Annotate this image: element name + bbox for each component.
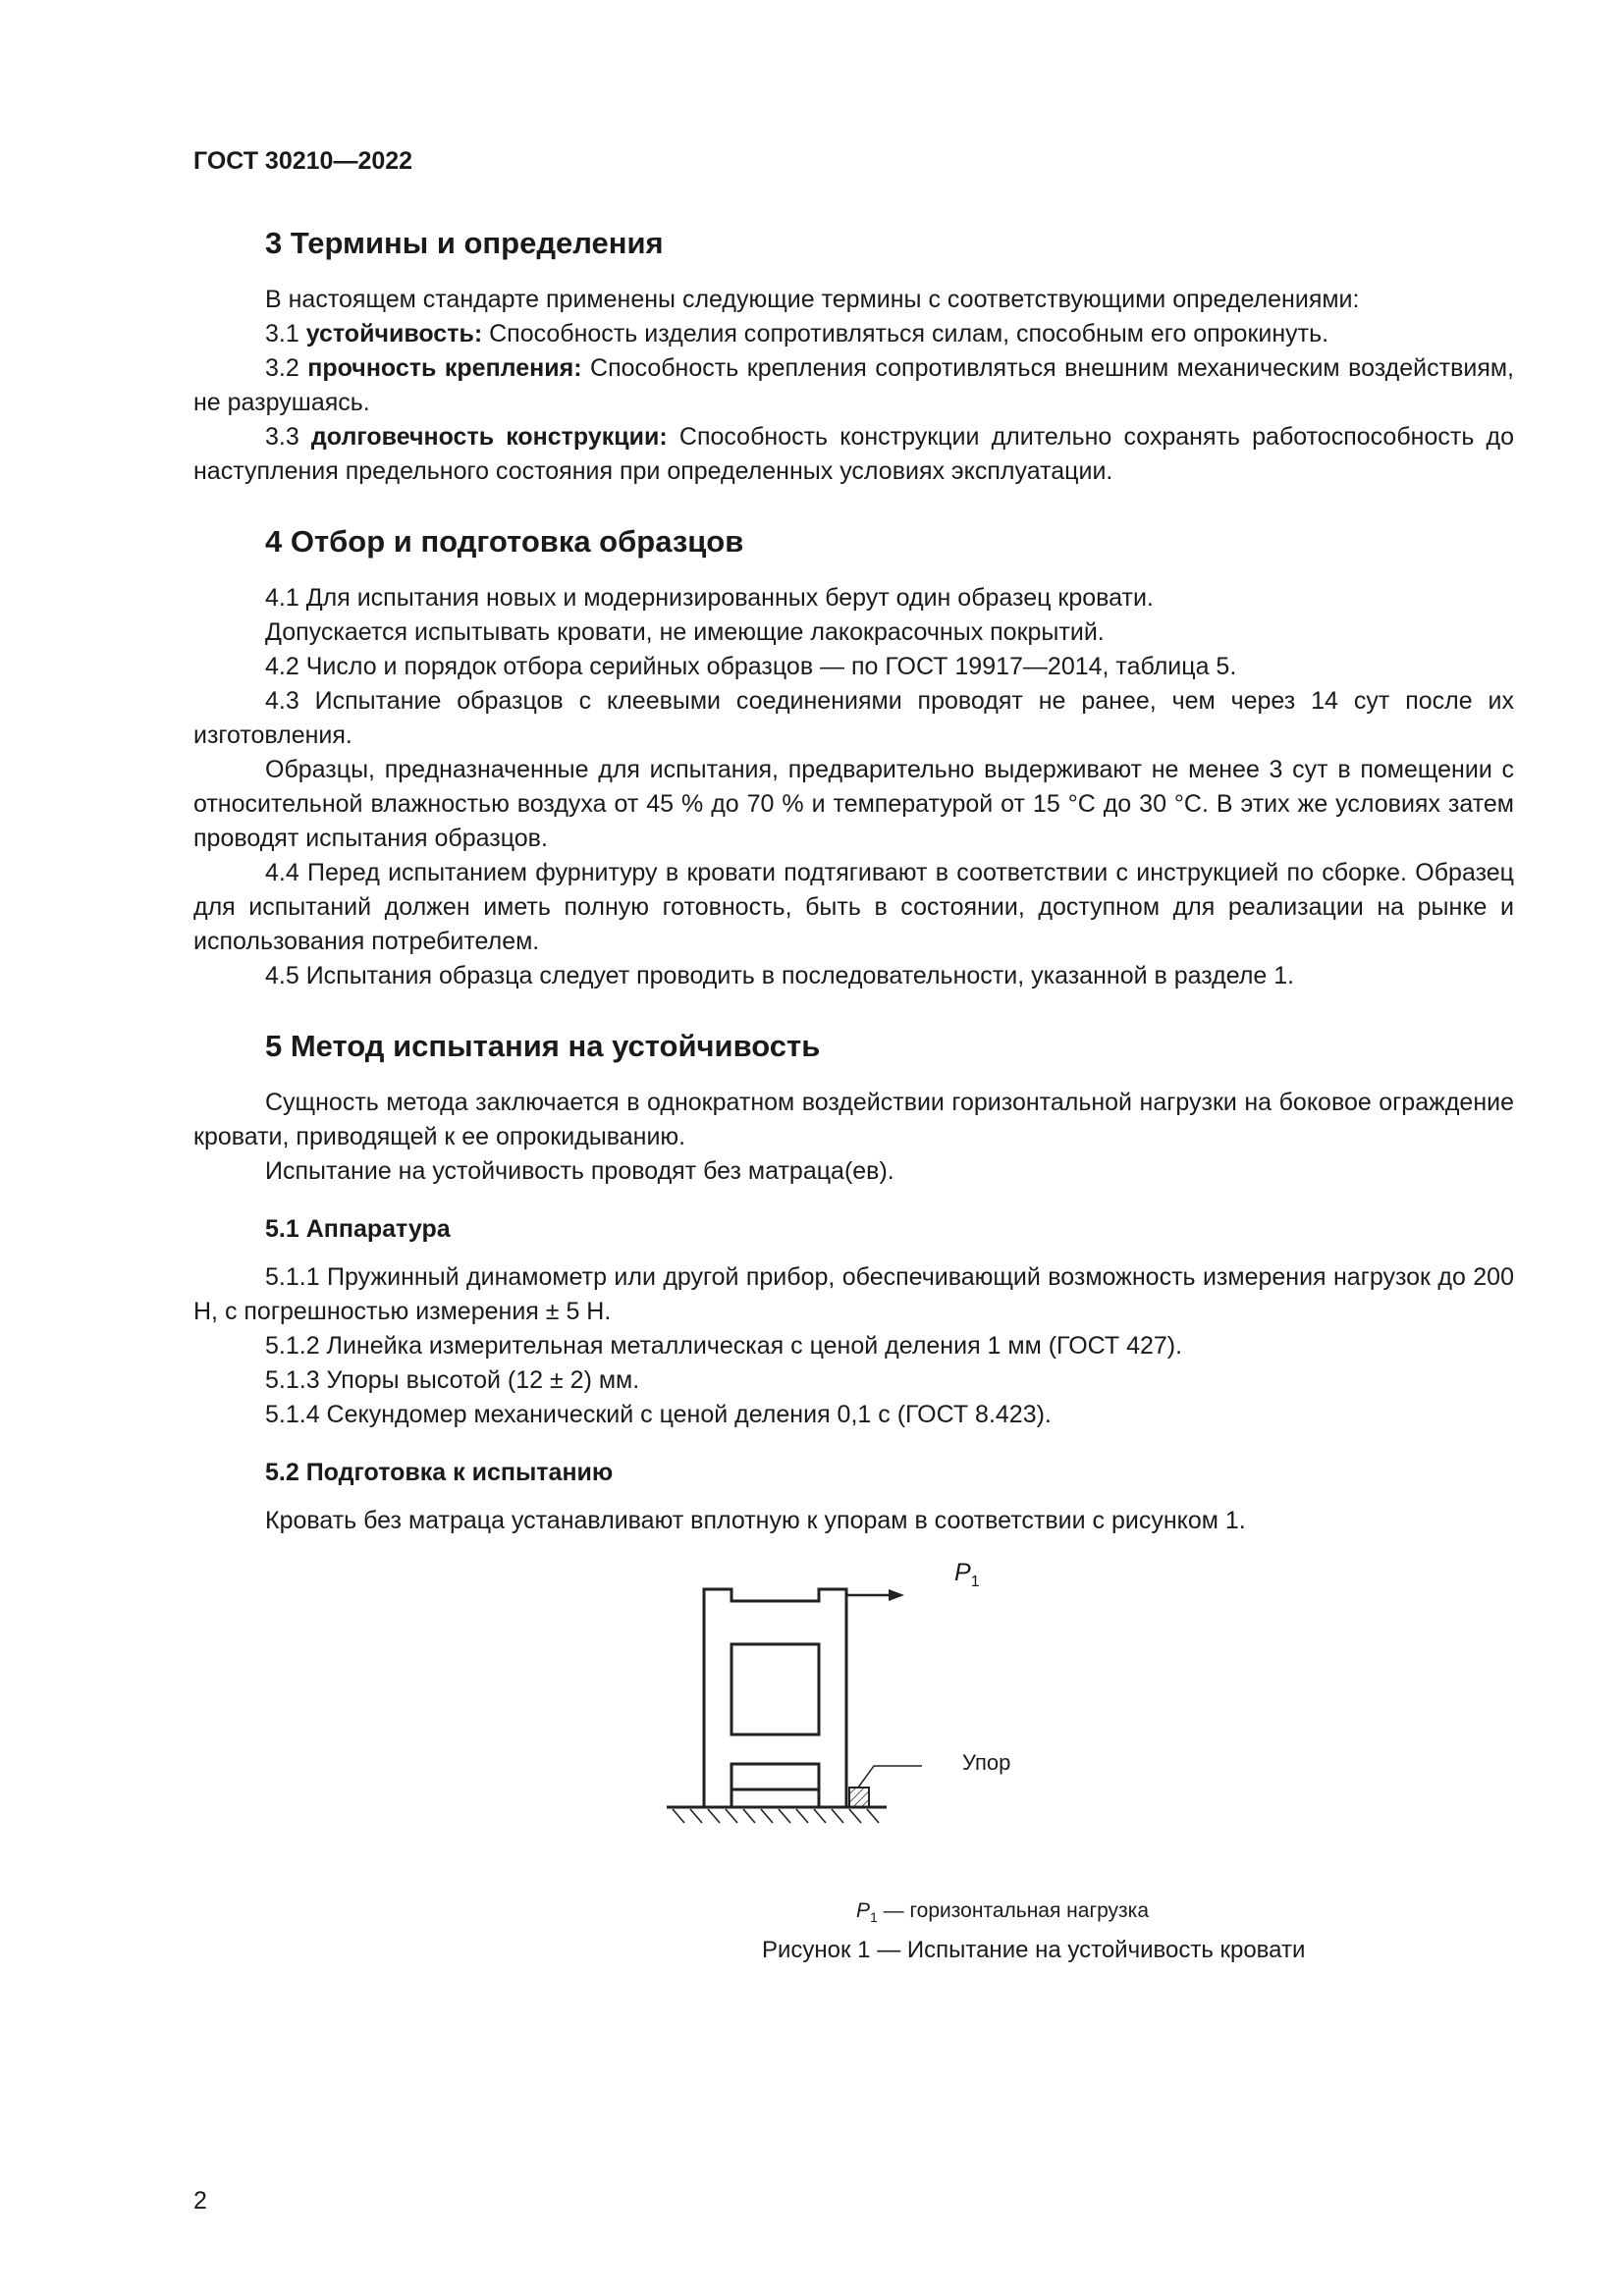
term-3-2	[193, 351, 1514, 420]
paragraph: 4.1 Для испытания новых и модернизированных берут один образец кровати.	[265, 584, 1154, 612]
term-definition: Способность изделия сопротивляться силам, способным его опрокинуть.	[482, 320, 1329, 347]
term-3-1	[193, 317, 1514, 351]
paragraph: Образцы, предназначенные для испытания, предварительно выдерживают не менее 3 сут в помещении с относительной влажностью воздуха от 45 % до 70 % и температурой от 15 °С до 30 °С. В этих же условиях затем проводят испытания образцов.	[193, 756, 1514, 852]
term-definition: Способность крепления сопротивляться внешним механическим воздействиям, не разрушаясь.	[193, 354, 1514, 416]
figure-1	[665, 1559, 1306, 1963]
bed-side-panel	[731, 1644, 819, 1735]
force-arrow-head	[889, 1589, 904, 1601]
figure-caption: Рисунок 1 — Испытание на устойчивость кровати	[762, 1937, 1306, 1963]
term-name: устойчивость:	[305, 320, 483, 347]
paragraph: 4.3 Испытание образцов с клеевыми соединениями проводят не ранее, чем через 14 сут после их изготовления.	[193, 687, 1514, 749]
floor-hatching	[673, 1809, 879, 1823]
paragraph: 4.5 Испытания образца следует проводить в последовательности, указанной в разделе 1.	[265, 962, 1295, 989]
term-number: 3.3	[265, 423, 311, 451]
paragraph: Допускается испытывать кровати, не имеющие лакокрасочных покрытий.	[265, 618, 1105, 646]
figure-legend: $P_1$ — горизонтальная нагрузка	[856, 1899, 1150, 1926]
term-number: 3.2	[265, 354, 308, 382]
paragraph: Испытание на устойчивость проводят без матраца(ев).	[265, 1157, 894, 1185]
bed-lower-rail	[731, 1764, 819, 1789]
stop-leader-line	[858, 1766, 922, 1788]
section-4-title: 4 Отбор и подготовка образцов	[265, 524, 744, 559]
stop-label: Упор	[962, 1750, 1011, 1775]
bed-stability-diagram	[665, 1562, 1215, 1876]
term-name: прочность крепления:	[307, 354, 582, 382]
page-content	[193, 224, 1514, 1963]
paragraph: 5.1.4 Секундомер механический с ценой деления 0,1 с (ГОСТ 8.423).	[265, 1401, 1052, 1428]
stop-block	[849, 1788, 869, 1807]
page-number: 2	[193, 2187, 207, 2215]
standard-designation: ГОСТ 30210—2022	[193, 147, 413, 175]
paragraph: 4.2 Число и порядок отбора серийных образцов — по ГОСТ 19917—2014, таблица 5.	[265, 653, 1237, 680]
paragraph: 5.1.2 Линейка измерительная металлическая с ценой деления 1 мм (ГОСТ 427).	[265, 1332, 1183, 1360]
paragraph: 5.1.1 Пружинный динамометр или другой прибор, обеспечивающий возможность измерения нагрузок до 200 Н, с погрешностью измерения ± 5 Н.	[193, 1263, 1514, 1325]
paragraph: Кровать без матраца устанавливают вплотную к упорам в соответствии с рисунком 1.	[265, 1507, 1246, 1534]
force-label: $P_1$	[954, 1559, 980, 1590]
term-number: 3.1	[265, 320, 306, 347]
term-definition: Способность конструкции длительно сохранять работоспособность до наступления предельного состояния при определенных условиях эксплуатации.	[193, 423, 1514, 485]
subsection-5-1-title: 5.1 Аппаратура	[265, 1215, 451, 1243]
bed-frame	[704, 1589, 846, 1807]
section-5-title: 5 Метод испытания на устойчивость	[265, 1029, 821, 1063]
subsection-5-2-title: 5.2 Подготовка к испытанию	[265, 1459, 614, 1486]
term-name: долговечность конструкции:	[310, 423, 668, 451]
paragraph: Сущность метода заключается в однократном воздействии горизонтальной нагрузки на боковое ограждение кровати, приводящей к ее опрокидыванию.	[193, 1089, 1514, 1150]
section-3-intro: В настоящем стандарте применены следующие термины с соответствующими определениями:	[265, 286, 1360, 313]
paragraph: 5.1.3 Упоры высотой (12 ± 2) мм.	[265, 1366, 640, 1394]
paragraph: 4.4 Перед испытанием фурнитуру в кровати подтягивают в соответствии с инструкцией по сборке. Образец для испытаний должен иметь полную готовность, быть в состоянии, доступном для реализации на рынке и использования потребителем.	[193, 859, 1514, 955]
section-3-title: 3 Термины и определения	[265, 226, 664, 260]
term-3-3	[193, 420, 1514, 489]
